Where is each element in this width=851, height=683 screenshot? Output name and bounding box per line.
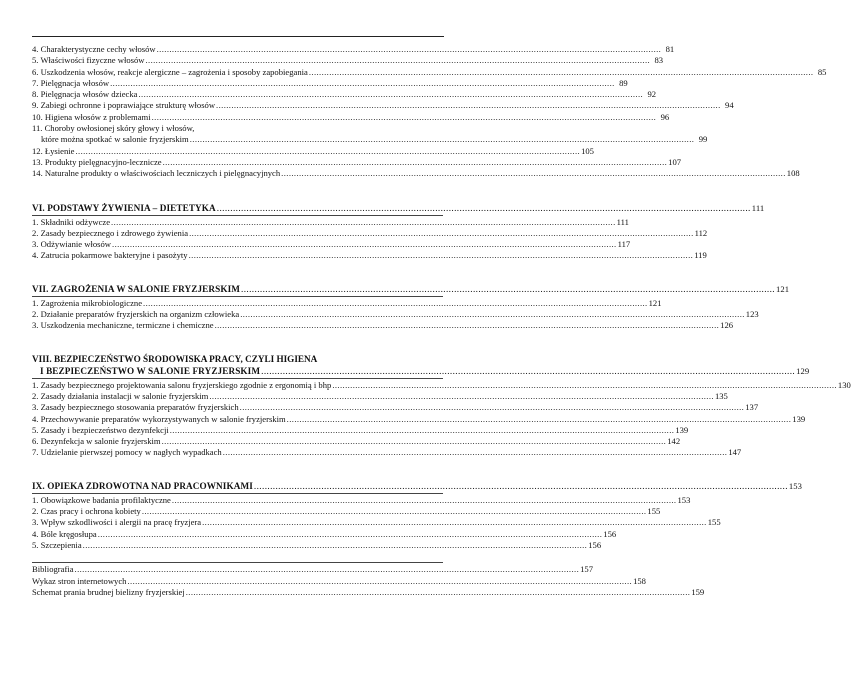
toc-entry[interactable]: 2. Czas pracy i ochrona kobiety ..... 155: [32, 506, 443, 517]
section-vi: [32, 202, 765, 262]
toc-entry[interactable]: 10. Higiena włosów z problemami ..... 96: [32, 112, 443, 123]
toc-entry[interactable]: 1. Zagrożenia mikrobiologiczne ..... 121: [32, 298, 443, 309]
toc-entry[interactable]: 5. Właściwości fizyczne włosów ..... 83: [32, 55, 443, 66]
section-ix: [32, 480, 803, 551]
toc-entry[interactable]: 11. Choroby owłosionej skóry głowy i włosów,: [32, 123, 195, 134]
toc-entry[interactable]: Schemat prania brudnej bielizny fryzjerskiej ..... 159: [32, 587, 443, 598]
toc-entry[interactable]: 7. Udzielanie pierwszej pomocy w nagłych wypadkach ..... 147: [32, 447, 443, 458]
chapter-5-items: [32, 44, 827, 180]
toc-entry[interactable]: 1. Zasady bezpiecznego projektowania salonu fryzjerskiego zgodnie z ergonomią i bhp ..... 130: [32, 380, 443, 391]
top-rule: [32, 36, 444, 37]
toc-entry[interactable]: 2. Działanie preparatów fryzjerskich na organizm człowieka ..... 123: [32, 309, 443, 320]
back-matter: [32, 564, 705, 598]
section-divider: [32, 215, 443, 216]
section-heading-line-1[interactable]: VIII. BEZPIECZEŃSTWO ŚRODOWISKA PRACY, CZYLI HIGIENA: [32, 353, 318, 364]
toc-entry[interactable]: 9. Zabiegi ochronne i poprawiające strukturę włosów ..... 94: [32, 100, 443, 111]
back-matter-divider: [32, 562, 443, 563]
toc-entry[interactable]: 3. Uszkodzenia mechaniczne, termiczne i chemiczne ..... 126: [32, 320, 443, 331]
toc-entry[interactable]: 5. Zasady i bezpieczeństwo dezynfekcji ..... 139: [32, 425, 443, 436]
toc-entry[interactable]: 2. Zasady działania instalacji w salonie fryzjerskim ..... 135: [32, 391, 443, 402]
toc-entry[interactable]: 3. Wpływ szkodliwości i alergii na pracę fryzjera ..... 155: [32, 517, 443, 528]
section-heading[interactable]: VII. ZAGROŻENIA W SALONIE FRYZJERSKIM ..... 121: [32, 283, 443, 295]
toc-entry[interactable]: 4. Charakterystyczne cechy włosów ..... 81: [32, 44, 443, 55]
section-heading[interactable]: VI. PODSTAWY ŻYWIENIA – DIETETYKA ..... 111: [32, 202, 443, 214]
toc-entry[interactable]: 4. Przechowywanie preparatów wykorzystywanych w salonie fryzjerskim ..... 139: [32, 414, 443, 425]
toc-entry[interactable]: 13. Produkty pielęgnacyjno-lecznicze ..... 107: [32, 157, 443, 168]
toc-entry[interactable]: 6. Uszkodzenia włosów, reakcje alergiczne – zagrożenia i sposoby zapobiegania ..... 85: [32, 67, 443, 78]
toc-entry[interactable]: 3. Zasady bezpiecznego stosowania preparatów fryzjerskich ..... 137: [32, 402, 443, 413]
toc-entry[interactable]: 5. Szczepienia ..... 156: [32, 540, 443, 551]
section-divider: [32, 296, 443, 297]
toc-entry[interactable]: 8. Pielęgnacja włosów dziecka ..... 92: [32, 89, 443, 100]
toc-entry[interactable]: 4. Bóle kręgosłupa ..... 156: [32, 529, 443, 540]
toc-entry[interactable]: 1. Obowiązkowe badania profilaktyczne ..... 153: [32, 495, 443, 506]
toc-entry-continuation[interactable]: które można spotkać w salonie fryzjerskim ..... 99: [32, 134, 443, 145]
toc-entry[interactable]: 14. Naturalne produkty o właściwościach leczniczych i pielęgnacyjnych ..... 108: [32, 168, 443, 179]
section-heading-line-2[interactable]: I BEZPIECZEŃSTWO W SALONIE FRYZJERSKIM ..... 129: [32, 365, 443, 377]
toc-entry[interactable]: 4. Zatrucia pokarmowe bakteryjne i pasożyty ..... 119: [32, 250, 443, 261]
toc-entry[interactable]: 12. Łysienie ..... 105: [32, 146, 443, 157]
toc-entry[interactable]: 1. Składniki odżywcze ..... 111: [32, 217, 443, 228]
toc-entry[interactable]: 7. Pielęgnacja włosów ..... 89: [32, 78, 443, 89]
section-divider: [32, 378, 443, 379]
section-viii: [32, 353, 851, 459]
toc-entry[interactable]: Bibliografia ..... 157: [32, 564, 443, 575]
section-heading[interactable]: IX. OPIEKA ZDROWOTNA NAD PRACOWNIKAMI ..... 153: [32, 480, 443, 492]
toc-entry[interactable]: 3. Odżywianie włosów ..... 117: [32, 239, 443, 250]
toc-entry[interactable]: 6. Dezynfekcja w salonie fryzjerskim ..... 142: [32, 436, 443, 447]
section-divider: [32, 493, 443, 494]
toc-entry[interactable]: 2. Zasady bezpiecznego i zdrowego żywienia ..... 112: [32, 228, 443, 239]
table-of-contents: [32, 44, 851, 598]
section-vii: [32, 283, 790, 332]
toc-entry[interactable]: Wykaz stron internetowych ..... 158: [32, 576, 443, 587]
